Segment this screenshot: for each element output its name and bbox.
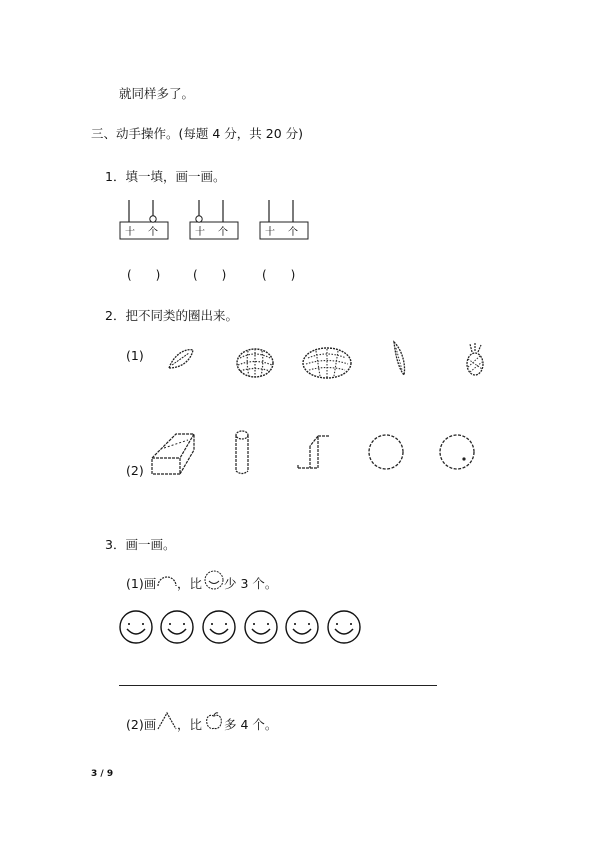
apple-icon [204, 711, 226, 731]
smiley-row [119, 608, 365, 646]
q3-part1-mid: ，比 [177, 576, 203, 591]
smiley-face-1 [120, 611, 152, 643]
q3-part2-prefix: (2)画 [126, 717, 157, 732]
section-3-heading: 三、动手操作。(每题 4 分，共 20 分) [91, 126, 304, 141]
drawing-answer-line[interactable] [119, 685, 437, 686]
q2-title: 2．把不同类的圈出来。 [105, 308, 238, 323]
q3-title: 3．画一画。 [105, 537, 176, 552]
pineapple-icon[interactable] [462, 342, 488, 378]
smiley-face-5 [286, 611, 318, 643]
melon-icon[interactable] [300, 344, 356, 384]
q2-row1-label: (1) [126, 348, 144, 363]
semicircle-icon [156, 570, 178, 590]
answer-blank-3[interactable]: ( ) [262, 268, 296, 282]
cylinder-icon[interactable] [232, 428, 254, 478]
q1-title: 1．填一填，画一画。 [105, 169, 226, 184]
smiley-face-3 [203, 611, 235, 643]
triangle-icon [156, 710, 178, 732]
circle-icon[interactable] [366, 432, 408, 474]
abacus-3-ones-label: 个 [288, 227, 298, 238]
q3-part1-suffix: 少 3 个。 [224, 576, 278, 591]
abacus-1 [119, 198, 171, 242]
ball-icon[interactable] [437, 432, 479, 474]
page-number: 3 / 9 [91, 769, 114, 779]
q3-part1-prefix: (1)画 [126, 576, 157, 591]
q2-row2-label: (2) [126, 463, 144, 478]
intro-tail-text: 就同样多了。 [119, 86, 195, 101]
answer-blank-1[interactable]: ( ) [127, 268, 161, 282]
abacus-2-tens-label: 十 [195, 227, 205, 238]
abacus-2 [189, 198, 241, 242]
answer-blank-2[interactable]: ( ) [193, 268, 227, 282]
q3-part2-mid: ，比 [177, 717, 203, 732]
watermelon-icon[interactable] [234, 346, 276, 380]
smiley-face-4 [245, 611, 277, 643]
abacus-1-ones-label: 个 [148, 227, 158, 238]
leaf-icon[interactable] [166, 346, 196, 374]
smiley-icon-inline [204, 570, 226, 590]
smiley-face-6 [328, 611, 360, 643]
abacus-3-tens-label: 十 [265, 227, 275, 238]
q3-part2-suffix: 多 4 个。 [224, 717, 278, 732]
cuboid-icon[interactable] [150, 430, 196, 478]
cucumber-icon[interactable] [390, 340, 410, 378]
abacus-3 [259, 198, 311, 242]
abacus-2-ones-label: 个 [218, 227, 228, 238]
abacus-1-tens-label: 十 [125, 227, 135, 238]
smiley-face-2 [161, 611, 193, 643]
parallelogram-face-icon[interactable] [296, 434, 334, 474]
